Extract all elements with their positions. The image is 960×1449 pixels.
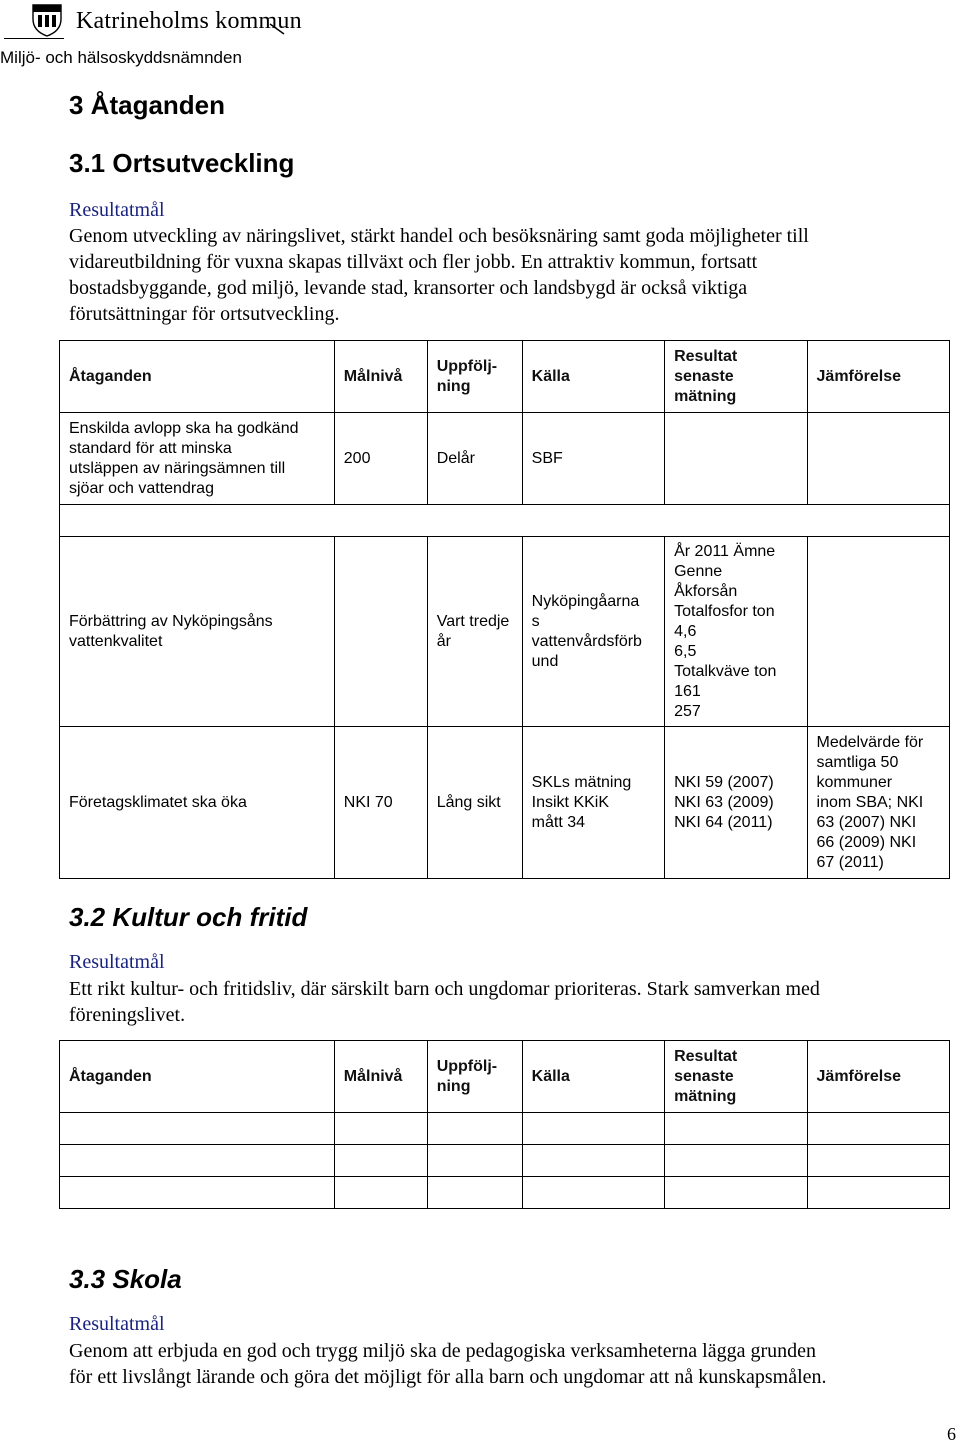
- col-header-ataganden: Åtaganden: [60, 1041, 335, 1113]
- col-header-kalla: Källa: [522, 1041, 664, 1113]
- cell-resultat: NKI 59 (2007) NKI 63 (2009) NKI 64 (2011): [665, 727, 807, 879]
- cell-uppfoljning: Delår: [427, 413, 522, 505]
- cell-malniva: [334, 537, 427, 727]
- cell-kalla: [522, 1177, 664, 1209]
- cell-jamforelse: [807, 1145, 949, 1177]
- table-row: [60, 727, 950, 879]
- col-header-resultat: Resultat senaste mätning: [665, 341, 807, 413]
- cell-kalla: Nyköpingåarna s vattenvårdsförb und: [522, 537, 664, 727]
- col-header-jamforelse: Jämförelse: [807, 1041, 949, 1113]
- cell-jamforelse: [807, 1177, 949, 1209]
- para-line: Ett rikt kultur- och fritidsliv, där särskilt barn och ungdomar prioriteras. Stark samverkan med: [69, 978, 820, 1000]
- cell-resultat: [665, 1145, 807, 1177]
- page-number: 6: [947, 1424, 956, 1444]
- cell-jamforelse: Medelvärde för samtliga 50 kommuner inom SBA; NKI 63 (2007) NKI 66 (2009) NKI 67 (2011): [807, 727, 949, 879]
- para-line: föreningslivet.: [69, 1004, 186, 1026]
- chapter-title: 3 Åtaganden: [69, 90, 226, 120]
- cell-malniva: NKI 70: [334, 727, 427, 879]
- commitments-table: [59, 1040, 950, 1209]
- cell-kalla: [522, 1145, 664, 1177]
- cell-ataganden: Företagsklimatet ska öka: [60, 727, 335, 879]
- col-header-kalla: Källa: [522, 341, 664, 413]
- table-header-row: [60, 341, 950, 413]
- section-title-ortsutveckling: 3.1 Ortsutveckling: [69, 148, 295, 178]
- col-header-malniva: Målnivå: [334, 1041, 427, 1113]
- col-header-uppfoljning: Uppfölj- ning: [427, 341, 522, 413]
- cell-malniva: [334, 1145, 427, 1177]
- cell-malniva: 200: [334, 413, 427, 505]
- cell-ataganden: Enskilda avlopp ska ha godkänd standard för att minska utsläppen av näringsämnen till sjöar och vattendrag: [60, 413, 335, 505]
- cell-ataganden: [60, 1177, 335, 1209]
- cell-uppfoljning: [427, 1113, 522, 1145]
- para-line: bostadsbyggande, god miljö, levande stad, kransorter och landsbygd är också viktiga: [69, 277, 748, 299]
- table-row: [60, 537, 950, 727]
- para-line: Genom att erbjuda en god och trygg miljö ska de pedagogiska verksamheterna lägga grunden: [69, 1340, 816, 1362]
- col-header-malniva: Målnivå: [334, 341, 427, 413]
- col-header-resultat: Resultat senaste mätning: [665, 1041, 807, 1113]
- cell-uppfoljning: [427, 1177, 522, 1209]
- cell-ataganden: Förbättring av Nyköpingsåns vattenkvalitet: [60, 537, 335, 727]
- cell-jamforelse: [807, 537, 949, 727]
- para-line: Genom utveckling av näringslivet, stärkt handel och besöksnäring samt goda möjligheter till: [69, 225, 809, 247]
- cell-kalla: SKLs mätning Insikt KKiK mått 34: [522, 727, 664, 879]
- cell-empty: [60, 505, 950, 537]
- cell-resultat: [665, 1113, 807, 1145]
- result-goal-label: Resultatmål: [69, 1313, 165, 1335]
- col-header-uppfoljning: Uppfölj- ning: [427, 1041, 522, 1113]
- cell-jamforelse: [807, 1113, 949, 1145]
- cell-malniva: [334, 1113, 427, 1145]
- cell-resultat: [665, 413, 807, 505]
- cell-resultat: [665, 1177, 807, 1209]
- para-line: för ett livslångt lärande och göra det möjligt för alla barn och ungdomar att nå kunskapsmålen.: [69, 1366, 827, 1388]
- logo-text: Katrineholms kommun: [76, 8, 302, 34]
- result-goal-label: Resultatmål: [69, 199, 165, 221]
- section-title-skola: 3.3 Skola: [69, 1264, 182, 1294]
- table-header-row: [60, 1041, 950, 1113]
- section-paragraph: [69, 223, 960, 327]
- result-goal-label: Resultatmål: [69, 951, 165, 973]
- table-row: [60, 1145, 950, 1177]
- commitments-table: [59, 340, 950, 879]
- municipality-crest-icon: [30, 3, 64, 37]
- table-row: [60, 505, 950, 537]
- para-line: förutsättningar för ortsutveckling.: [69, 303, 340, 325]
- cell-malniva: [334, 1177, 427, 1209]
- para-line: vidareutbildning för vuxna skapas tillväxt och fler jobb. En attraktiv kommun, fortsatt: [69, 251, 758, 273]
- table-row: [60, 413, 950, 505]
- table-row: [60, 1177, 950, 1209]
- cell-uppfoljning: Lång sikt: [427, 727, 522, 879]
- cell-uppfoljning: Vart tredje år: [427, 537, 522, 727]
- section-paragraph: [69, 1338, 960, 1390]
- cell-ataganden: [60, 1113, 335, 1145]
- cell-jamforelse: [807, 413, 949, 505]
- col-header-ataganden: Åtaganden: [60, 341, 335, 413]
- section-title-kultur-fritid: 3.2 Kultur och fritid: [69, 902, 308, 932]
- table-row: [60, 1113, 950, 1145]
- section-paragraph: [69, 976, 960, 1028]
- logo-swoosh-icon: [268, 22, 288, 36]
- cell-resultat: År 2011 Ämne Genne Åkforsån Totalfosfor ton 4,6 6,5 Totalkväve ton 161 257: [665, 537, 807, 727]
- cell-uppfoljning: [427, 1145, 522, 1177]
- cell-kalla: [522, 1113, 664, 1145]
- cell-kalla: SBF: [522, 413, 664, 505]
- cell-ataganden: [60, 1145, 335, 1177]
- col-header-jamforelse: Jämförelse: [807, 341, 949, 413]
- header-rule: [4, 38, 64, 39]
- department-name: Miljö- och hälsoskyddsnämnden: [0, 48, 242, 67]
